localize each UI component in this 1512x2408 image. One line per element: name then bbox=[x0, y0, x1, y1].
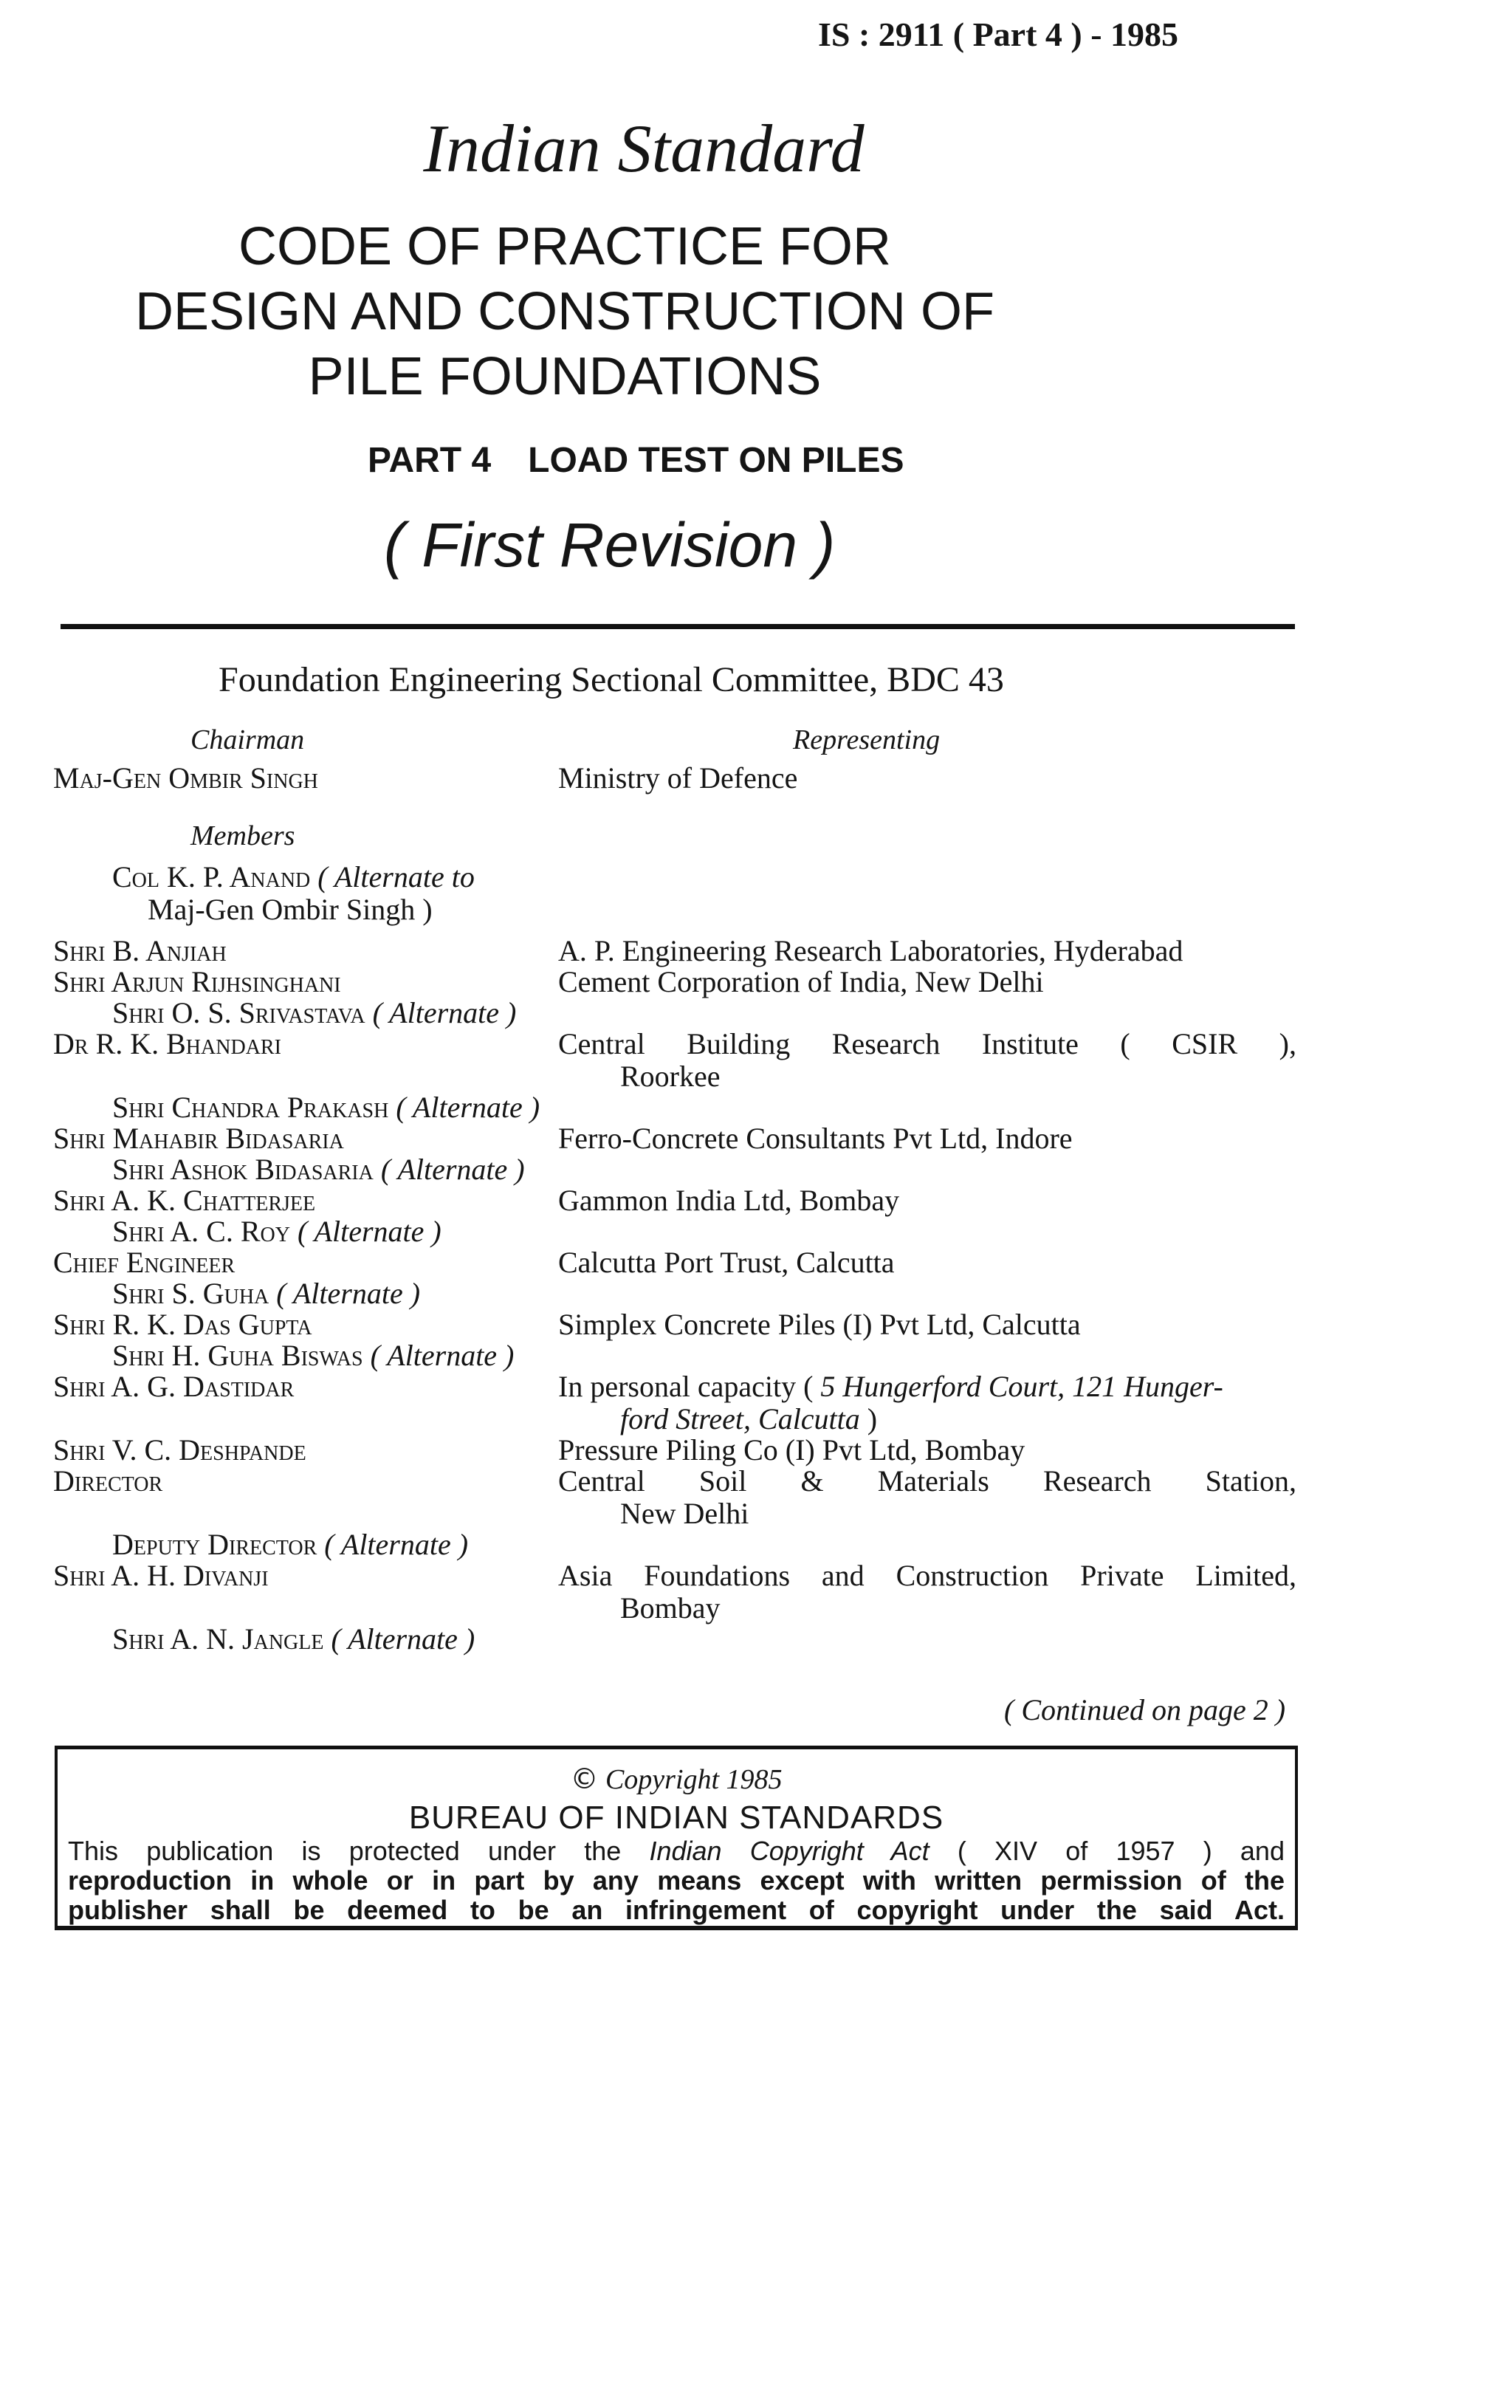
member-org: Central Soil & Materials Research Station, New Delhi bbox=[558, 1464, 1296, 1530]
members-label: Members bbox=[190, 820, 295, 851]
member-name: Deputy Director bbox=[112, 1528, 317, 1561]
part-label: PART 4 bbox=[368, 441, 492, 480]
document-title bbox=[0, 214, 1130, 409]
member-name: Dr R. K. Bhandari bbox=[53, 1027, 281, 1060]
member-name: Shri A. C. Roy bbox=[112, 1215, 290, 1248]
committee-name: Foundation Engineering Sectional Committee, BDC 43 bbox=[219, 660, 1004, 699]
member-org: A. P. Engineering Research Laboratories, Hyderabad bbox=[558, 934, 1183, 967]
member-org: Asia Foundations and Construction Private Limited, Bombay bbox=[558, 1559, 1296, 1625]
list-item bbox=[112, 1090, 540, 1125]
member-org: Central Building Research Institute ( CSIR ), Roorkee bbox=[558, 1027, 1296, 1093]
list-item bbox=[112, 860, 475, 895]
publisher-name: BUREAU OF INDIAN STANDARDS bbox=[408, 1800, 944, 1836]
member-name: Shri S. Guha bbox=[112, 1277, 269, 1310]
member-name: Shri Ashok Bidasaria bbox=[112, 1153, 374, 1186]
chairman-label: Chairman bbox=[190, 724, 305, 755]
member-org: Pressure Piling Co (I) Pvt Ltd, Bombay bbox=[558, 1433, 1025, 1467]
standard-label: Indian Standard bbox=[423, 111, 865, 186]
title-line-1: CODE OF PRACTICE FOR bbox=[238, 217, 892, 276]
representing-label: Representing bbox=[793, 724, 941, 755]
member-org: Gammon India Ltd, Bombay bbox=[558, 1184, 900, 1217]
list-item bbox=[112, 1527, 468, 1563]
member-org: Cement Corporation of India, New Delhi bbox=[558, 965, 1044, 998]
list-item bbox=[112, 1622, 475, 1657]
member-name: Director bbox=[53, 1464, 163, 1498]
revision-label: ( First Revision ) bbox=[384, 510, 836, 580]
alternate-note: ( Alternate ) bbox=[276, 1277, 421, 1310]
part-title: LOAD TEST ON PILES bbox=[528, 441, 904, 480]
member-org: Calcutta Port Trust, Calcutta bbox=[558, 1246, 895, 1279]
member-name: Shri B. Anjiah bbox=[53, 934, 227, 967]
member-org: Ferro-Concrete Consultants Pvt Ltd, Indore bbox=[558, 1122, 1073, 1155]
copyright-box bbox=[55, 1746, 1298, 1930]
list-item bbox=[112, 1338, 514, 1373]
alternate-note: ( Alternate ) bbox=[372, 996, 517, 1029]
member-name: Shri Chandra Prakash bbox=[112, 1091, 389, 1124]
alternate-note: ( Alternate ) bbox=[380, 1153, 525, 1186]
title-line-2: DESIGN AND CONSTRUCTION OF bbox=[134, 282, 995, 341]
member-name: Shri A. N. Jangle bbox=[112, 1622, 324, 1656]
member-name-continued: Maj-Gen Ombir Singh ) bbox=[148, 893, 433, 926]
member-name: Shri R. K. Das Gupta bbox=[53, 1308, 312, 1341]
member-org: Simplex Concrete Piles (I) Pvt Ltd, Calcutta bbox=[558, 1308, 1081, 1341]
alternate-note: ( Alternate ) bbox=[396, 1091, 540, 1124]
member-name: Shri Mahabir Bidasaria bbox=[53, 1122, 344, 1155]
list-item bbox=[112, 1214, 441, 1249]
member-org: In personal capacity ( 5 Hungerford Court, 121 Hunger- ford Street, Calcutta ) bbox=[558, 1370, 1223, 1435]
member-name: Shri H. Guha Biswas bbox=[112, 1339, 363, 1372]
member-name: Shri V. C. Deshpande bbox=[53, 1433, 306, 1467]
member-name: Shri Arjun Rijhsinghani bbox=[53, 965, 341, 998]
continued-note: ( Continued on page 2 ) bbox=[1004, 1693, 1286, 1726]
member-name: Shri A. K. Chatterjee bbox=[53, 1184, 316, 1217]
alternate-note: ( Alternate ) bbox=[331, 1622, 475, 1656]
copyright-line: © Copyright 1985 bbox=[570, 1763, 783, 1795]
part-heading bbox=[368, 440, 904, 481]
alternate-note: ( Alternate ) bbox=[324, 1528, 469, 1561]
list-item bbox=[112, 1276, 420, 1311]
copyright-icon: © bbox=[570, 1763, 599, 1795]
member-name: Shri A. H. Divanji bbox=[53, 1559, 269, 1592]
list-item bbox=[112, 995, 516, 1031]
header-rule bbox=[61, 624, 1295, 629]
member-name: Shri A. G. Dastidar bbox=[53, 1370, 295, 1403]
chairman-name: Maj-Gen Ombir Singh bbox=[53, 761, 318, 795]
member-name: Col K. P. Anand bbox=[112, 860, 311, 893]
copyright-notice: This publication is protected under the Indian Copyright Act ( XIV of 1957 ) and reproduction in whole or in part by any means except with written permission of the publisher shall be deemed to be an infringement of copyright under the said Act. bbox=[68, 1836, 1285, 1925]
title-line-3: PILE FOUNDATIONS bbox=[308, 347, 822, 406]
list-item bbox=[112, 1152, 525, 1187]
member-name: Chief Engineer bbox=[53, 1246, 236, 1279]
member-name: Shri O. S. Srivastava bbox=[112, 996, 365, 1029]
chairman-org: Ministry of Defence bbox=[558, 761, 798, 795]
alternate-note: ( Alternate ) bbox=[297, 1215, 441, 1248]
standard-designation: IS : 2911 ( Part 4 ) - 1985 bbox=[818, 16, 1179, 53]
alternate-note: ( Alternate to bbox=[317, 860, 475, 893]
alternate-note: ( Alternate ) bbox=[370, 1339, 515, 1372]
